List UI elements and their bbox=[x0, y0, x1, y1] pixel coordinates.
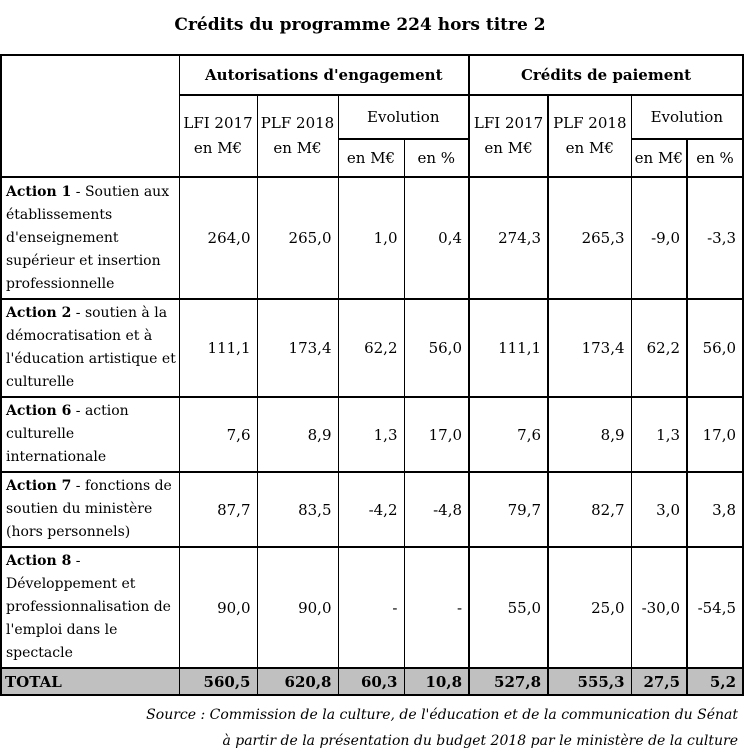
cell-action2-cp-evo-meur: 62,2 bbox=[631, 299, 687, 397]
table-row-action8 bbox=[1, 547, 743, 668]
cell-total-ae-plf: 620,8 bbox=[257, 668, 338, 695]
row-label-action7-rest: - fonctions de soutien du ministère (hors personnels) bbox=[6, 478, 172, 540]
cell-action7-cp-lfi: 79,7 bbox=[469, 472, 548, 547]
cell-action6-ae-evo-meur: 1,3 bbox=[338, 397, 404, 472]
table-row-action1 bbox=[1, 177, 743, 299]
cell-action1-cp-plf: 265,3 bbox=[548, 177, 631, 299]
header-ae-lfi-2017 bbox=[179, 95, 257, 177]
source-note-line1: Source : Commission de la culture, de l'éducation et de la communication du Sénat bbox=[146, 707, 738, 723]
header-ae-plf-2018-unit: en M€ bbox=[273, 139, 322, 157]
header-cp-lfi-2017-unit: en M€ bbox=[484, 139, 533, 157]
cell-total-ae-evo-meur: 60,3 bbox=[338, 668, 404, 695]
row-label-action8 bbox=[1, 547, 179, 668]
cell-action8-cp-plf: 25,0 bbox=[548, 547, 631, 668]
cell-total-ae-lfi: 560,5 bbox=[179, 668, 257, 695]
header-cp-plf-2018-label: PLF 2018 bbox=[553, 114, 627, 132]
source-note-line2: à partir de la présentation du budget 2018 par le ministère de la culture bbox=[222, 733, 738, 749]
cell-total-cp-lfi: 527,8 bbox=[469, 668, 548, 695]
cell-action8-cp-evo-pct: -54,5 bbox=[687, 547, 743, 668]
cell-action6-cp-evo-meur: 1,3 bbox=[631, 397, 687, 472]
header-cp-lfi-2017-label: LFI 2017 bbox=[473, 114, 544, 132]
cell-action7-ae-evo-meur: -4,2 bbox=[338, 472, 404, 547]
cell-action6-ae-evo-pct: 17,0 bbox=[404, 397, 469, 472]
cell-action7-ae-plf: 83,5 bbox=[257, 472, 338, 547]
cell-action8-cp-evo-meur: -30,0 bbox=[631, 547, 687, 668]
cell-total-ae-evo-pct: 10,8 bbox=[404, 668, 469, 695]
table-row-action2 bbox=[1, 299, 743, 397]
corner-cell bbox=[1, 55, 179, 177]
cell-action2-ae-evo-pct: 56,0 bbox=[404, 299, 469, 397]
row-label-action6-bold: Action 6 bbox=[6, 403, 72, 419]
row-label-action8-rest: - Développement et professionnalisation de l'emploi dans le spectacle bbox=[6, 553, 171, 661]
header-cp-plf-2018-unit: en M€ bbox=[565, 139, 614, 157]
cell-action1-ae-evo-pct: 0,4 bbox=[404, 177, 469, 299]
row-label-action7-bold: Action 7 bbox=[6, 478, 72, 494]
cell-action2-ae-plf: 173,4 bbox=[257, 299, 338, 397]
header-cp-lfi-2017 bbox=[469, 95, 548, 177]
header-row-groups bbox=[1, 55, 743, 95]
cell-action8-ae-evo-meur: - bbox=[338, 547, 404, 668]
table-row-action7 bbox=[1, 472, 743, 547]
cell-action8-ae-lfi: 90,0 bbox=[179, 547, 257, 668]
cell-action1-ae-lfi: 264,0 bbox=[179, 177, 257, 299]
row-label-action2-rest: - soutien à la démocratisation et à l'éducation artistique et culturelle bbox=[6, 305, 176, 390]
row-label-action1-bold: Action 1 bbox=[6, 183, 72, 200]
header-ae-evo-pct: en % bbox=[404, 139, 469, 177]
row-label-action2-bold: Action 2 bbox=[6, 305, 72, 321]
credits-table bbox=[0, 54, 744, 696]
cell-action6-cp-plf: 8,9 bbox=[548, 397, 631, 472]
header-cp-evo-pct: en % bbox=[687, 139, 743, 177]
table-row-action6 bbox=[1, 397, 743, 472]
cell-action1-ae-evo-meur: 1,0 bbox=[338, 177, 404, 299]
cell-total-cp-plf: 555,3 bbox=[548, 668, 631, 695]
cell-action7-cp-evo-meur: 3,0 bbox=[631, 472, 687, 547]
header-cp-evolution: Evolution bbox=[631, 95, 743, 139]
cell-action1-cp-evo-meur: -9,0 bbox=[631, 177, 687, 299]
header-ae-evo-meur: en M€ bbox=[338, 139, 404, 177]
cell-total-cp-evo-pct: 5,2 bbox=[687, 668, 743, 695]
header-credits-paiement: Crédits de paiement bbox=[469, 55, 743, 95]
row-label-action7 bbox=[1, 472, 179, 547]
cell-action2-cp-plf: 173,4 bbox=[548, 299, 631, 397]
cell-action2-cp-evo-pct: 56,0 bbox=[687, 299, 743, 397]
cell-action6-cp-evo-pct: 17,0 bbox=[687, 397, 743, 472]
row-label-total: TOTAL bbox=[1, 668, 179, 695]
header-cp-plf-2018 bbox=[548, 95, 631, 177]
source-note bbox=[0, 702, 738, 754]
header-ae-lfi-2017-unit: en M€ bbox=[193, 139, 243, 157]
row-label-action1 bbox=[1, 177, 179, 299]
cell-action7-ae-lfi: 87,7 bbox=[179, 472, 257, 547]
header-ae-plf-2018 bbox=[257, 95, 338, 177]
cell-action7-cp-evo-pct: 3,8 bbox=[687, 472, 743, 547]
header-ae-evolution: Evolution bbox=[338, 95, 469, 139]
cell-action8-ae-plf: 90,0 bbox=[257, 547, 338, 668]
header-autorisations-engagement: Autorisations d'engagement bbox=[179, 55, 469, 95]
row-label-action2 bbox=[1, 299, 179, 397]
cell-action2-ae-lfi: 111,1 bbox=[179, 299, 257, 397]
cell-total-cp-evo-meur: 27,5 bbox=[631, 668, 687, 695]
row-label-action1-rest: - Soutien aux établissements d'enseignement supérieur et insertion professionnelle bbox=[6, 183, 170, 292]
cell-action6-ae-lfi: 7,6 bbox=[179, 397, 257, 472]
row-label-action6-rest: - action culturelle internationale bbox=[6, 403, 129, 465]
cell-action8-cp-lfi: 55,0 bbox=[469, 547, 548, 668]
cell-action6-cp-lfi: 7,6 bbox=[469, 397, 548, 472]
cell-action1-cp-evo-pct: -3,3 bbox=[687, 177, 743, 299]
cell-action7-cp-plf: 82,7 bbox=[548, 472, 631, 547]
cell-action1-ae-plf: 265,0 bbox=[257, 177, 338, 299]
row-label-action8-bold: Action 8 bbox=[6, 553, 72, 569]
row-label-action6 bbox=[1, 397, 179, 472]
cell-action8-ae-evo-pct: - bbox=[404, 547, 469, 668]
cell-action7-ae-evo-pct: -4,8 bbox=[404, 472, 469, 547]
header-cp-evo-meur: en M€ bbox=[631, 139, 687, 177]
cell-action6-ae-plf: 8,9 bbox=[257, 397, 338, 472]
header-ae-plf-2018-label: PLF 2018 bbox=[260, 114, 335, 132]
table-row-total bbox=[1, 668, 743, 695]
cell-action2-cp-lfi: 111,1 bbox=[469, 299, 548, 397]
header-ae-lfi-2017-label: LFI 2017 bbox=[183, 114, 253, 132]
page-title: Crédits du programme 224 hors titre 2 bbox=[174, 15, 546, 35]
cell-action2-ae-evo-meur: 62,2 bbox=[338, 299, 404, 397]
cell-action1-cp-lfi: 274,3 bbox=[469, 177, 548, 299]
